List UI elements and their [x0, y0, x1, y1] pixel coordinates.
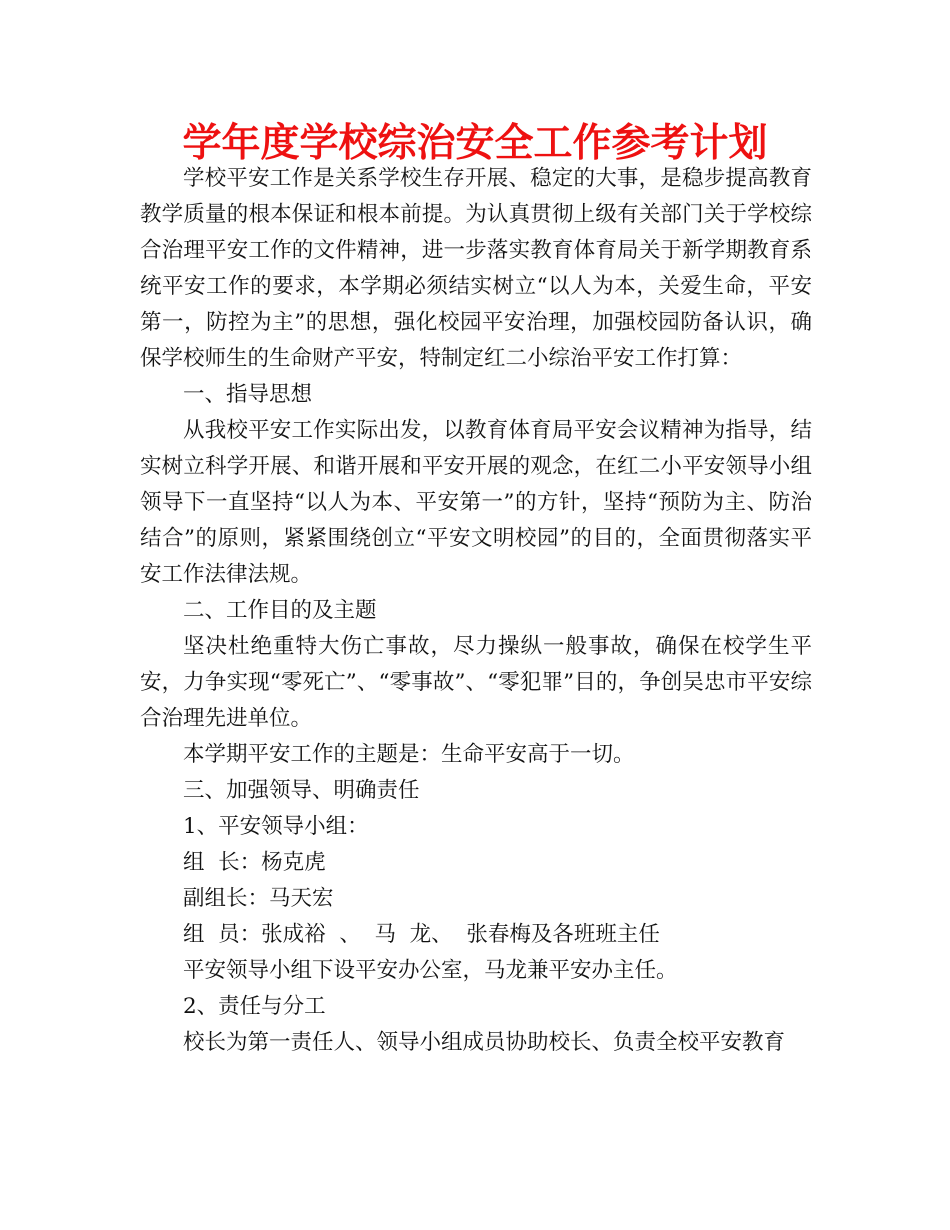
section-heading-guiding: 一、指导思想: [183, 382, 313, 407]
goals-paragraph: 坚决杜绝重特大伤亡事故，尽力操纵一般事故，确保在校学生平安，力争实现“零死亡”、“零事故”、“零犯罪”目的，争创吴忠市平安综合治理先进单位。: [140, 634, 812, 731]
section-heading-goals: 二、工作目的及主题: [183, 598, 377, 623]
subheading-responsibility: 2、责任与分工: [183, 994, 326, 1019]
vice-leader-line: 副组长：马天宏: [183, 886, 334, 911]
document-body: [140, 161, 812, 1061]
office-line: 平安领导小组下设平安办公室，马龙兼平安办主任。: [183, 958, 678, 983]
subheading-leadership-group: 1、平安领导小组：: [183, 814, 369, 839]
intro-paragraph: 学校平安工作是关系学校生存开展、稳定的大事，是稳步提高教育教学质量的根本保证和根本前提。为认真贯彻上级有关部门关于学校综合治理平安工作的文件精神，进一步落实教育体育局关于新学期教育系统平安工作的要求，本学期必须结实树立“以人为本，关爱生命，平安第一，防控为主”的思想，强化校园平安治理，加强校园防备认识，确保学校师生的生命财产平安，特制定红二小综治平安工作打算：: [140, 166, 812, 371]
leader-line: 组 长：杨克虎: [183, 850, 326, 875]
section-heading-leadership: 三、加强领导、明确责任: [183, 778, 420, 803]
duty-line: 校长为第一责任人、领导小组成员协助校长、负责全校平安教育: [183, 1030, 786, 1055]
document-title: 学年度学校综治安全工作参考计划: [182, 121, 768, 166]
theme-paragraph: 本学期平安工作的主题是：生命平安高于一切。: [183, 742, 635, 767]
guiding-paragraph: 从我校平安工作实际出发，以教育体育局平安会议精神为指导，结实树立科学开展、和谐开展和平安开展的观念，在红二小平安领导小组领导下一直坚持“以人为本、平安第一”的方针，坚持“预防为主、防治结合”的原则，紧紧围绕创立“平安文明校园”的目的，全面贯彻落实平安工作法律法规。: [140, 418, 812, 587]
members-line: 组 员：张成裕 、 马 龙、 张春梅及各班班主任: [183, 922, 660, 947]
